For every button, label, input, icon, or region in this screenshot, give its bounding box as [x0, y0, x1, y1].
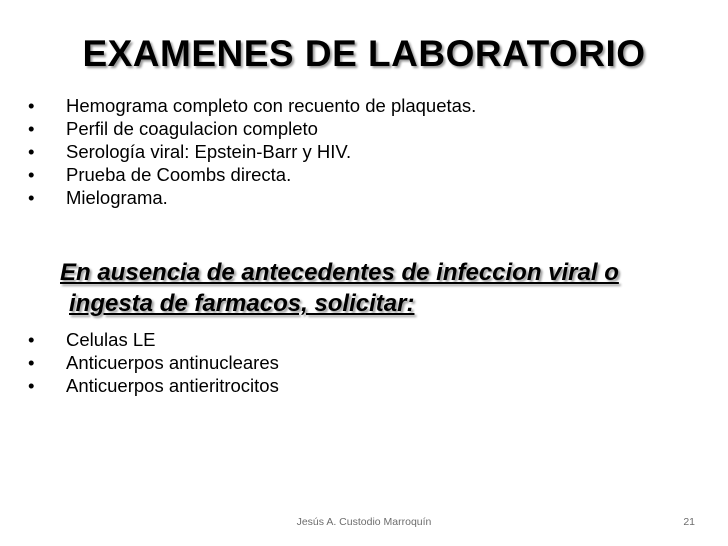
- emphasis-note: [60, 257, 710, 319]
- list-item: [28, 163, 476, 186]
- list-item: [28, 374, 279, 397]
- emphasis-line-1: En ausencia de antecedentes de infeccion viral o: [60, 259, 619, 286]
- slide-title: EXAMENES DE LABORATORIO: [82, 33, 646, 74]
- list-item: [28, 351, 279, 374]
- list-item: [28, 94, 476, 117]
- list-item-text: Hemograma completo con recuento de plaquetas.: [66, 95, 477, 116]
- list-item-text: Prueba de Coombs directa.: [66, 164, 292, 185]
- bullet-icon: •: [28, 375, 35, 396]
- list-item-text: Anticuerpos antinucleares: [66, 352, 279, 373]
- bullet-icon: •: [28, 95, 35, 116]
- bullet-icon: •: [28, 141, 35, 162]
- page-number: 21: [683, 516, 695, 528]
- list-item: [28, 186, 476, 209]
- list-item: [28, 328, 279, 351]
- list-item-text: Anticuerpos antieritrocitos: [66, 375, 279, 396]
- bullet-icon: •: [28, 118, 35, 139]
- list-item-text: Celulas LE: [66, 329, 156, 350]
- bullet-icon: •: [28, 164, 35, 185]
- bullet-icon: •: [28, 187, 35, 208]
- additional-tests-list: [28, 328, 279, 397]
- bullet-icon: •: [28, 352, 35, 373]
- list-item-text: Mielograma.: [66, 187, 168, 208]
- list-item-text: Perfil de coagulacion completo: [66, 118, 318, 139]
- bullet-icon: •: [28, 329, 35, 350]
- tests-list: [28, 94, 476, 209]
- list-item: [28, 117, 476, 140]
- footer-author: Jesús A. Custodio Marroquín: [296, 516, 432, 528]
- list-item-text: Serología viral: Epstein-Barr y HIV.: [66, 141, 352, 162]
- list-item: [28, 140, 476, 163]
- emphasis-line-2: ingesta de farmacos, solicitar:: [69, 290, 415, 317]
